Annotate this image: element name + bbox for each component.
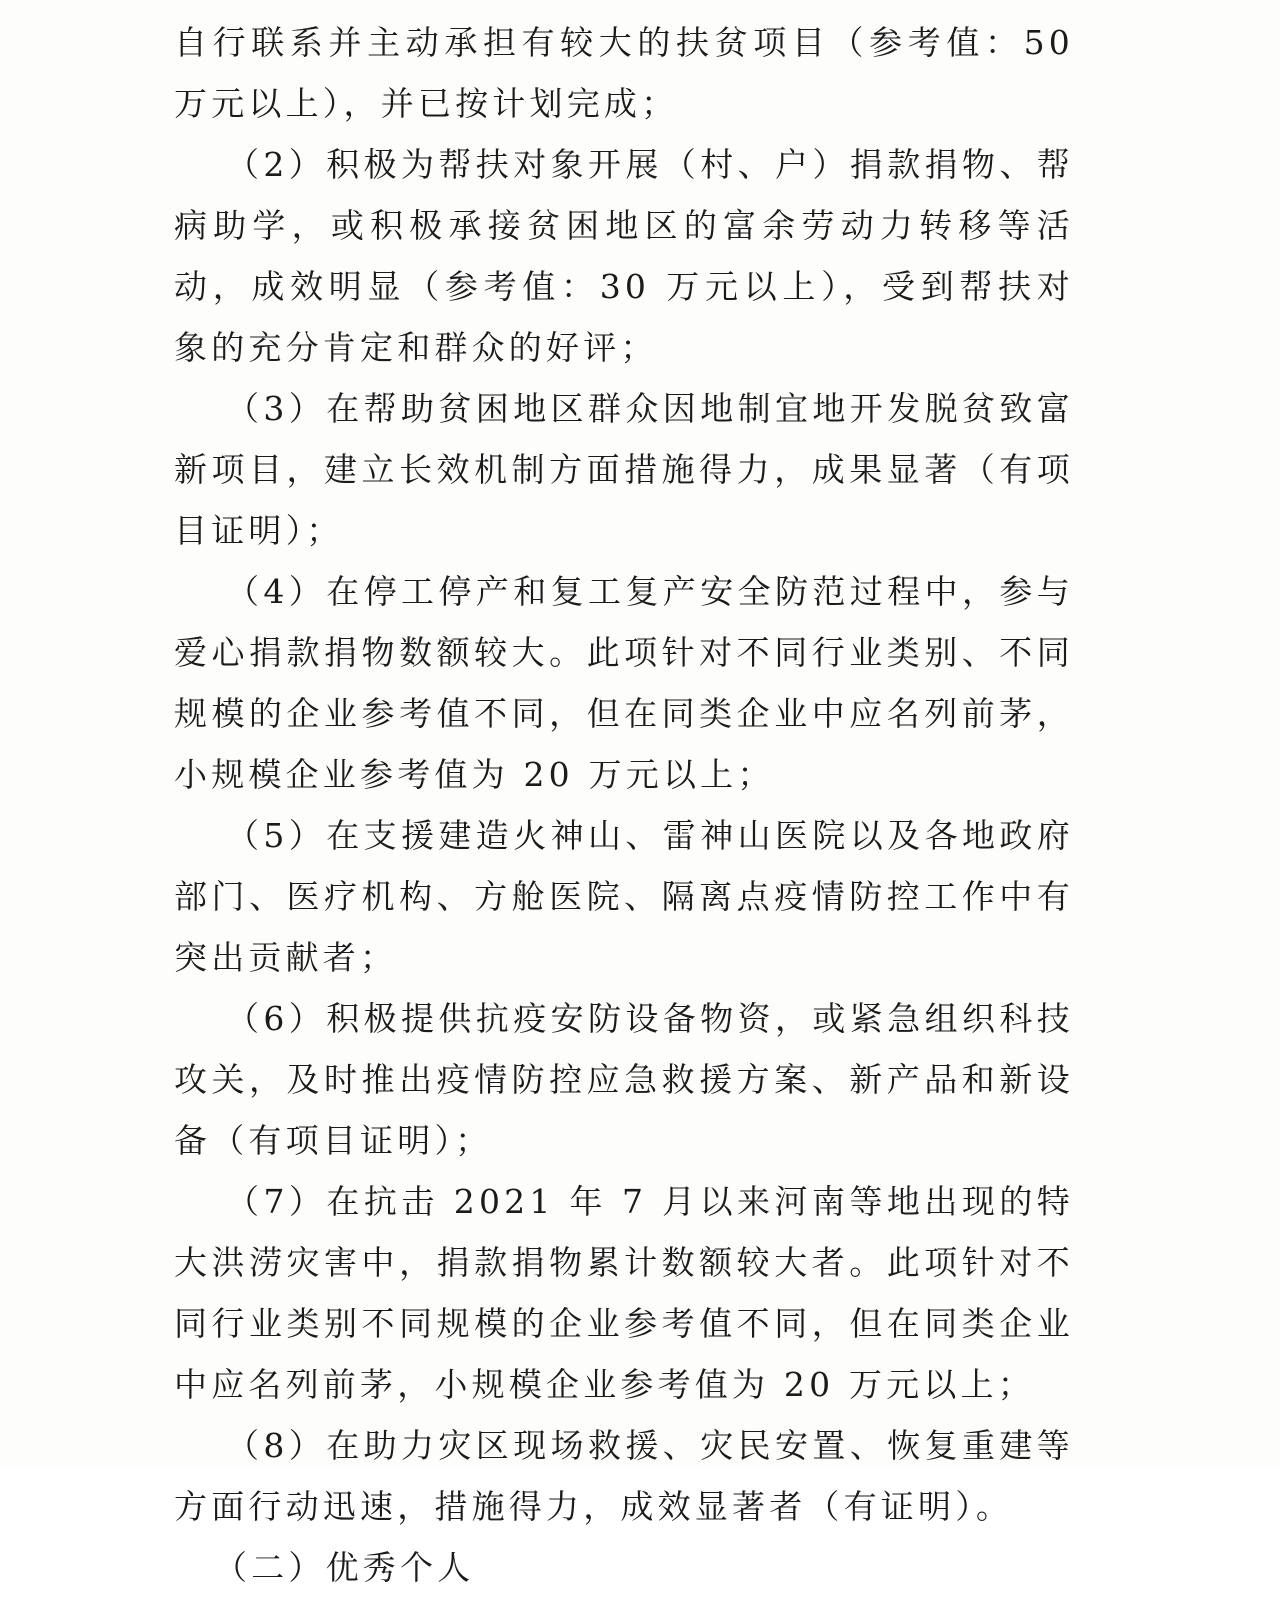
document-body [174, 12, 1074, 1598]
paragraph-continuation: 自行联系并主动承担有较大的扶贫项目（参考值：50 万元以上），并已按计划完成； [174, 23, 1074, 123]
section-heading: （二）优秀个人 [214, 1548, 475, 1587]
paragraph-item-5: （5）在支援建造火神山、雷神山医院以及各地政府部门、医疗机构、方舱医院、隔离点疫情防控工作中有突出贡献者； [174, 816, 1074, 977]
paragraph-item-2: （2）积极为帮扶对象开展（村、户）捐款捐物、帮病助学，或积极承接贫困地区的富余劳动力转移等活动，成效明显（参考值：30 万元以上），受到帮扶对象的充分肯定和群众的好评； [174, 145, 1074, 367]
paragraph-item-7: （7）在抗击 2021 年 7 月以来河南等地出现的特大洪涝灾害中，捐款捐物累计数额较大者。此项针对不同行业类别不同规模的企业参考值不同，但在同类企业中应名列前茅，小规模企业参考值为 20 万元以上； [174, 1182, 1074, 1404]
paragraph-item-3: （3）在帮助贫困地区群众因地制宜地开发脱贫致富新项目，建立长效机制方面措施得力，成果显著（有项目证明）； [174, 389, 1074, 550]
paragraph-item-6: （6）积极提供抗疫安防设备物资，或紧急组织科技攻关，及时推出疫情防控应急救援方案、新产品和新设备（有项目证明）； [174, 999, 1074, 1160]
paragraph-item-8: （8）在助力灾区现场救援、灾民安置、恢复重建等方面行动迅速，措施得力，成效显著者（有证明）。 [174, 1426, 1074, 1526]
paragraph-item-4: （4）在停工停产和复工复产安全防范过程中，参与爱心捐款捐物数额较大。此项针对不同行业类别、不同规模的企业参考值不同，但在同类企业中应名列前茅，小规模企业参考值为 20 万元以上； [174, 572, 1074, 794]
